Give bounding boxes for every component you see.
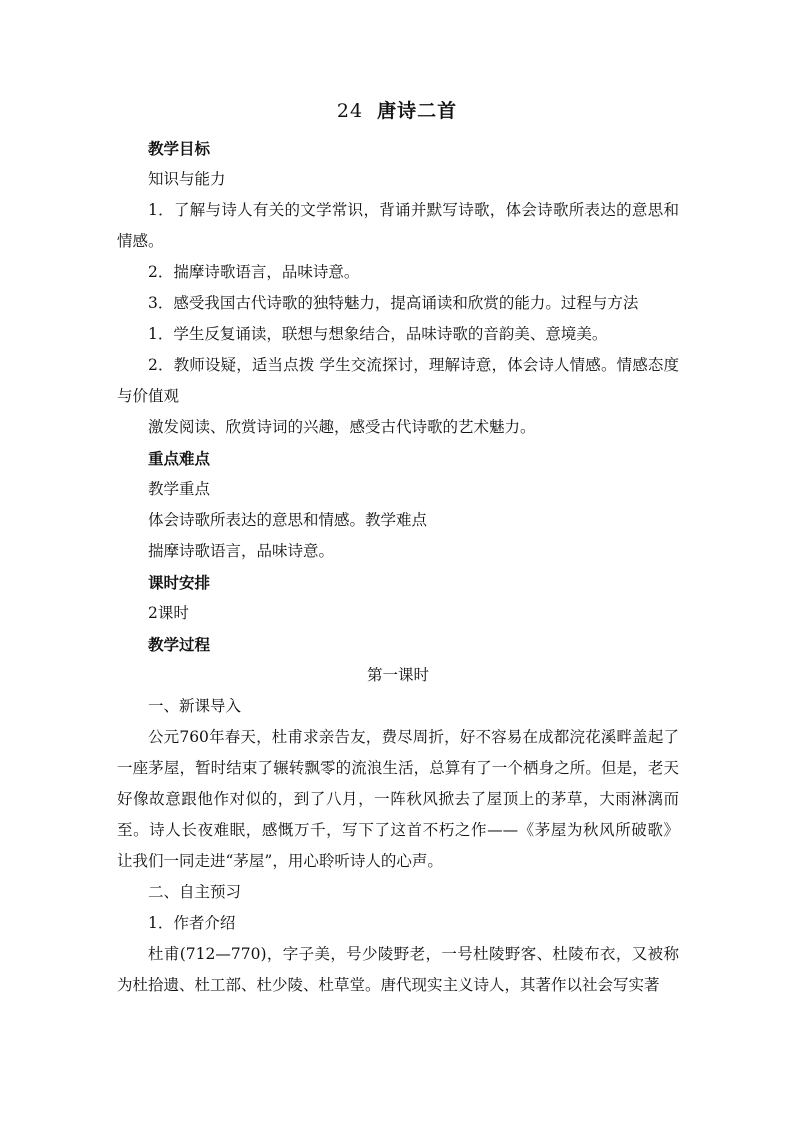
paragraph: 1．作者介绍	[148, 914, 236, 932]
document-body	[117, 133, 679, 1001]
lesson-title: 唐诗二首	[377, 100, 458, 122]
paragraph: 二、自主预习	[148, 883, 242, 901]
paragraph: 教学重点	[148, 480, 211, 498]
lesson-number: 24	[336, 100, 364, 122]
paragraph: 一、新课导入	[148, 697, 242, 715]
paragraph: 1．了解与诗人有关的文学常识，背诵并默写诗歌，体会诗歌所表达的意思和情感。	[117, 201, 679, 250]
page-title	[0, 97, 794, 125]
section-heading: 教学过程	[148, 635, 211, 654]
paragraph: 2课时	[148, 604, 189, 622]
section-heading: 重点难点	[148, 449, 211, 468]
section-heading: 教学目标	[148, 139, 211, 158]
section-heading: 课时安排	[148, 573, 211, 592]
paragraph: 激发阅读、欣赏诗词的兴趣，感受古代诗歌的艺术魅力。	[148, 418, 536, 436]
paragraph: 2．教师设疑，适当点拨 学生交流探讨，理解诗意，体会诗人情感。情感态度与价值观	[117, 356, 679, 405]
paragraph: 杜甫(712—770)，字子美，号少陵野老，一号杜陵野客、杜陵布衣，又被称为杜拾遗、杜工部、杜少陵、杜草堂。唐代现实主义诗人，其著作以社会写实著	[117, 945, 679, 994]
paragraph: 1．学生反复诵读，联想与想象结合，品味诗歌的音韵美、意境美。	[148, 325, 608, 343]
paragraph: 知识与能力	[148, 170, 226, 188]
paragraph: 2．揣摩诗歌语言，品味诗意。	[148, 263, 360, 281]
paragraph: 揣摩诗歌语言，品味诗意。	[148, 542, 335, 560]
subsection-title: 第一课时	[366, 666, 429, 684]
paragraph: 3．感受我国古代诗歌的独特魅力，提高诵读和欣赏的能力。过程与方法	[148, 294, 639, 312]
paragraph: 体会诗歌所表达的意思和情感。教学难点	[148, 511, 428, 529]
paragraph: 公元760年春天，杜甫求亲告友，费尽周折，好不容易在成都浣花溪畔盖起了一座茅屋，暂时结束了辗转飘零的流浪生活，总算有了一个栖身之所。但是，老天好像故意跟他作对似的，到了八月，一阵秋风掀去了屋顶上的茅草，大雨淋漓而至。诗人长夜难眠，感慨万千，写下了这首不朽之作——《茅屋为秋风所破歌》 让我们一同走进“茅屋”，用心聆听诗人的心声。	[117, 728, 679, 870]
